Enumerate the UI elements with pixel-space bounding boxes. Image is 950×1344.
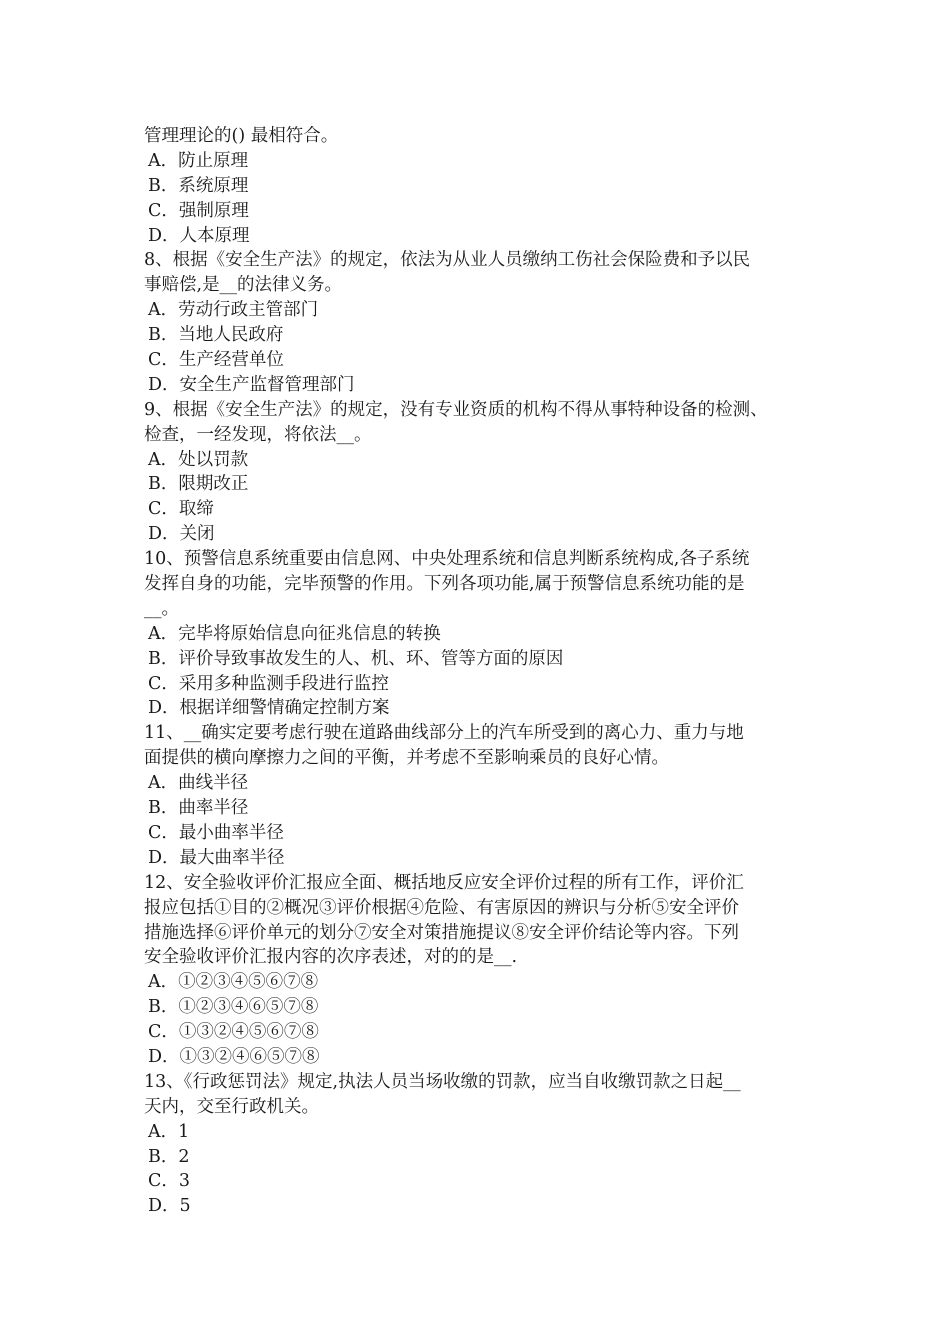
option-a: A．1: [148, 1121, 190, 1142]
option-d: D．安全生产监督管理部门: [148, 374, 355, 395]
option-c: C．采用多种监测手段进行监控: [148, 673, 389, 694]
option-c: C．3: [148, 1171, 191, 1192]
option-d: D．最大曲率半径: [148, 847, 285, 868]
option-b: B．限期改正: [148, 474, 249, 495]
option-b: B．曲率半径: [148, 798, 249, 819]
option-a: A．防止原理: [148, 150, 249, 171]
option-a: A．劳动行政主管部门: [148, 300, 319, 321]
option-d: D．根据详细警情确定控制方案: [148, 698, 390, 719]
document-page: [144, 124, 814, 1219]
question-12-stem: 12、安全验收评价汇报应全面、概括地反应安全评价过程的所有工作，评价汇: [144, 872, 744, 893]
question-12-stem-cont: 措施选择⑥评价单元的划分⑦安全对策措施提议⑧安全评价结论等内容。下列: [144, 922, 739, 943]
option-c: C．强制原理: [148, 200, 249, 221]
option-d: D．①③②④⑥⑤⑦⑧: [148, 1046, 320, 1067]
option-b: B．①②③④⑥⑤⑦⑧: [148, 997, 319, 1018]
question-stem-line: 管理理论的() 最相符合。: [144, 126, 339, 146]
option-d: D．关闭: [148, 524, 215, 545]
question-13-stem-cont: 天内，交至行政机关。: [144, 1096, 319, 1117]
option-a: A．完毕将原始信息向征兆信息的转换: [148, 623, 441, 644]
option-c: C．生产经营单位: [148, 350, 284, 371]
question-11-stem-cont: 面提供的横向摩擦力之间的平衡，并考虑不至影响乘员的良好心情。: [144, 748, 669, 769]
question-10-stem: 10、预警信息系统重要由信息网、中央处理系统和信息判断系统构成,各子系统: [144, 549, 750, 570]
question-10-stem-end: __。: [144, 598, 179, 619]
option-a: A．处以罚款: [148, 449, 249, 470]
option-a: A．曲线半径: [148, 773, 249, 794]
question-12-stem-cont: 报应包括①目的②概况③评价根据④危险、有害原因的辨识与分析⑤安全评价: [144, 897, 739, 918]
question-8-stem: 8、根据《安全生产法》的规定，依法为从业人员缴纳工伤社会保险费和予以民: [144, 250, 751, 271]
question-8-stem-cont: 事赔偿,是__的法律义务。: [144, 275, 343, 296]
option-b: B．当地人民政府: [148, 325, 284, 346]
question-9-stem: 9、根据《安全生产法》的规定，没有专业资质的机构不得从事特种设备的检测、: [144, 399, 768, 420]
option-b: B．2: [148, 1146, 190, 1167]
option-c: C．最小曲率半径: [148, 822, 284, 843]
option-b: B．系统原理: [148, 175, 249, 196]
option-d: D．人本原理: [148, 225, 250, 246]
question-13-stem: 13、《行政惩罚法》规定,执法人员当场收缴的罚款，应当自收缴罚款之日起__: [144, 1071, 741, 1092]
option-c: C．取缔: [148, 499, 214, 520]
question-9-stem-cont: 检查，一经发现，将依法__。: [144, 424, 372, 445]
question-11-stem: 11、__确实定要考虑行驶在道路曲线部分上的汽车所受到的离心力、重力与地: [144, 723, 744, 744]
option-a: A．①②③④⑤⑥⑦⑧: [148, 972, 319, 993]
option-d: D．5: [148, 1196, 191, 1217]
option-b: B．评价导致事故发生的人、机、环、管等方面的原因: [148, 648, 564, 669]
question-10-stem-cont: 发挥自身的功能，完毕预警的作用。下列各项功能,属于预警信息系统功能的是: [144, 574, 745, 595]
question-12-stem-end: 安全验收评价汇报内容的次序表述，对的的是__.: [144, 947, 518, 968]
option-c: C．①③②④⑤⑥⑦⑧: [148, 1022, 319, 1043]
